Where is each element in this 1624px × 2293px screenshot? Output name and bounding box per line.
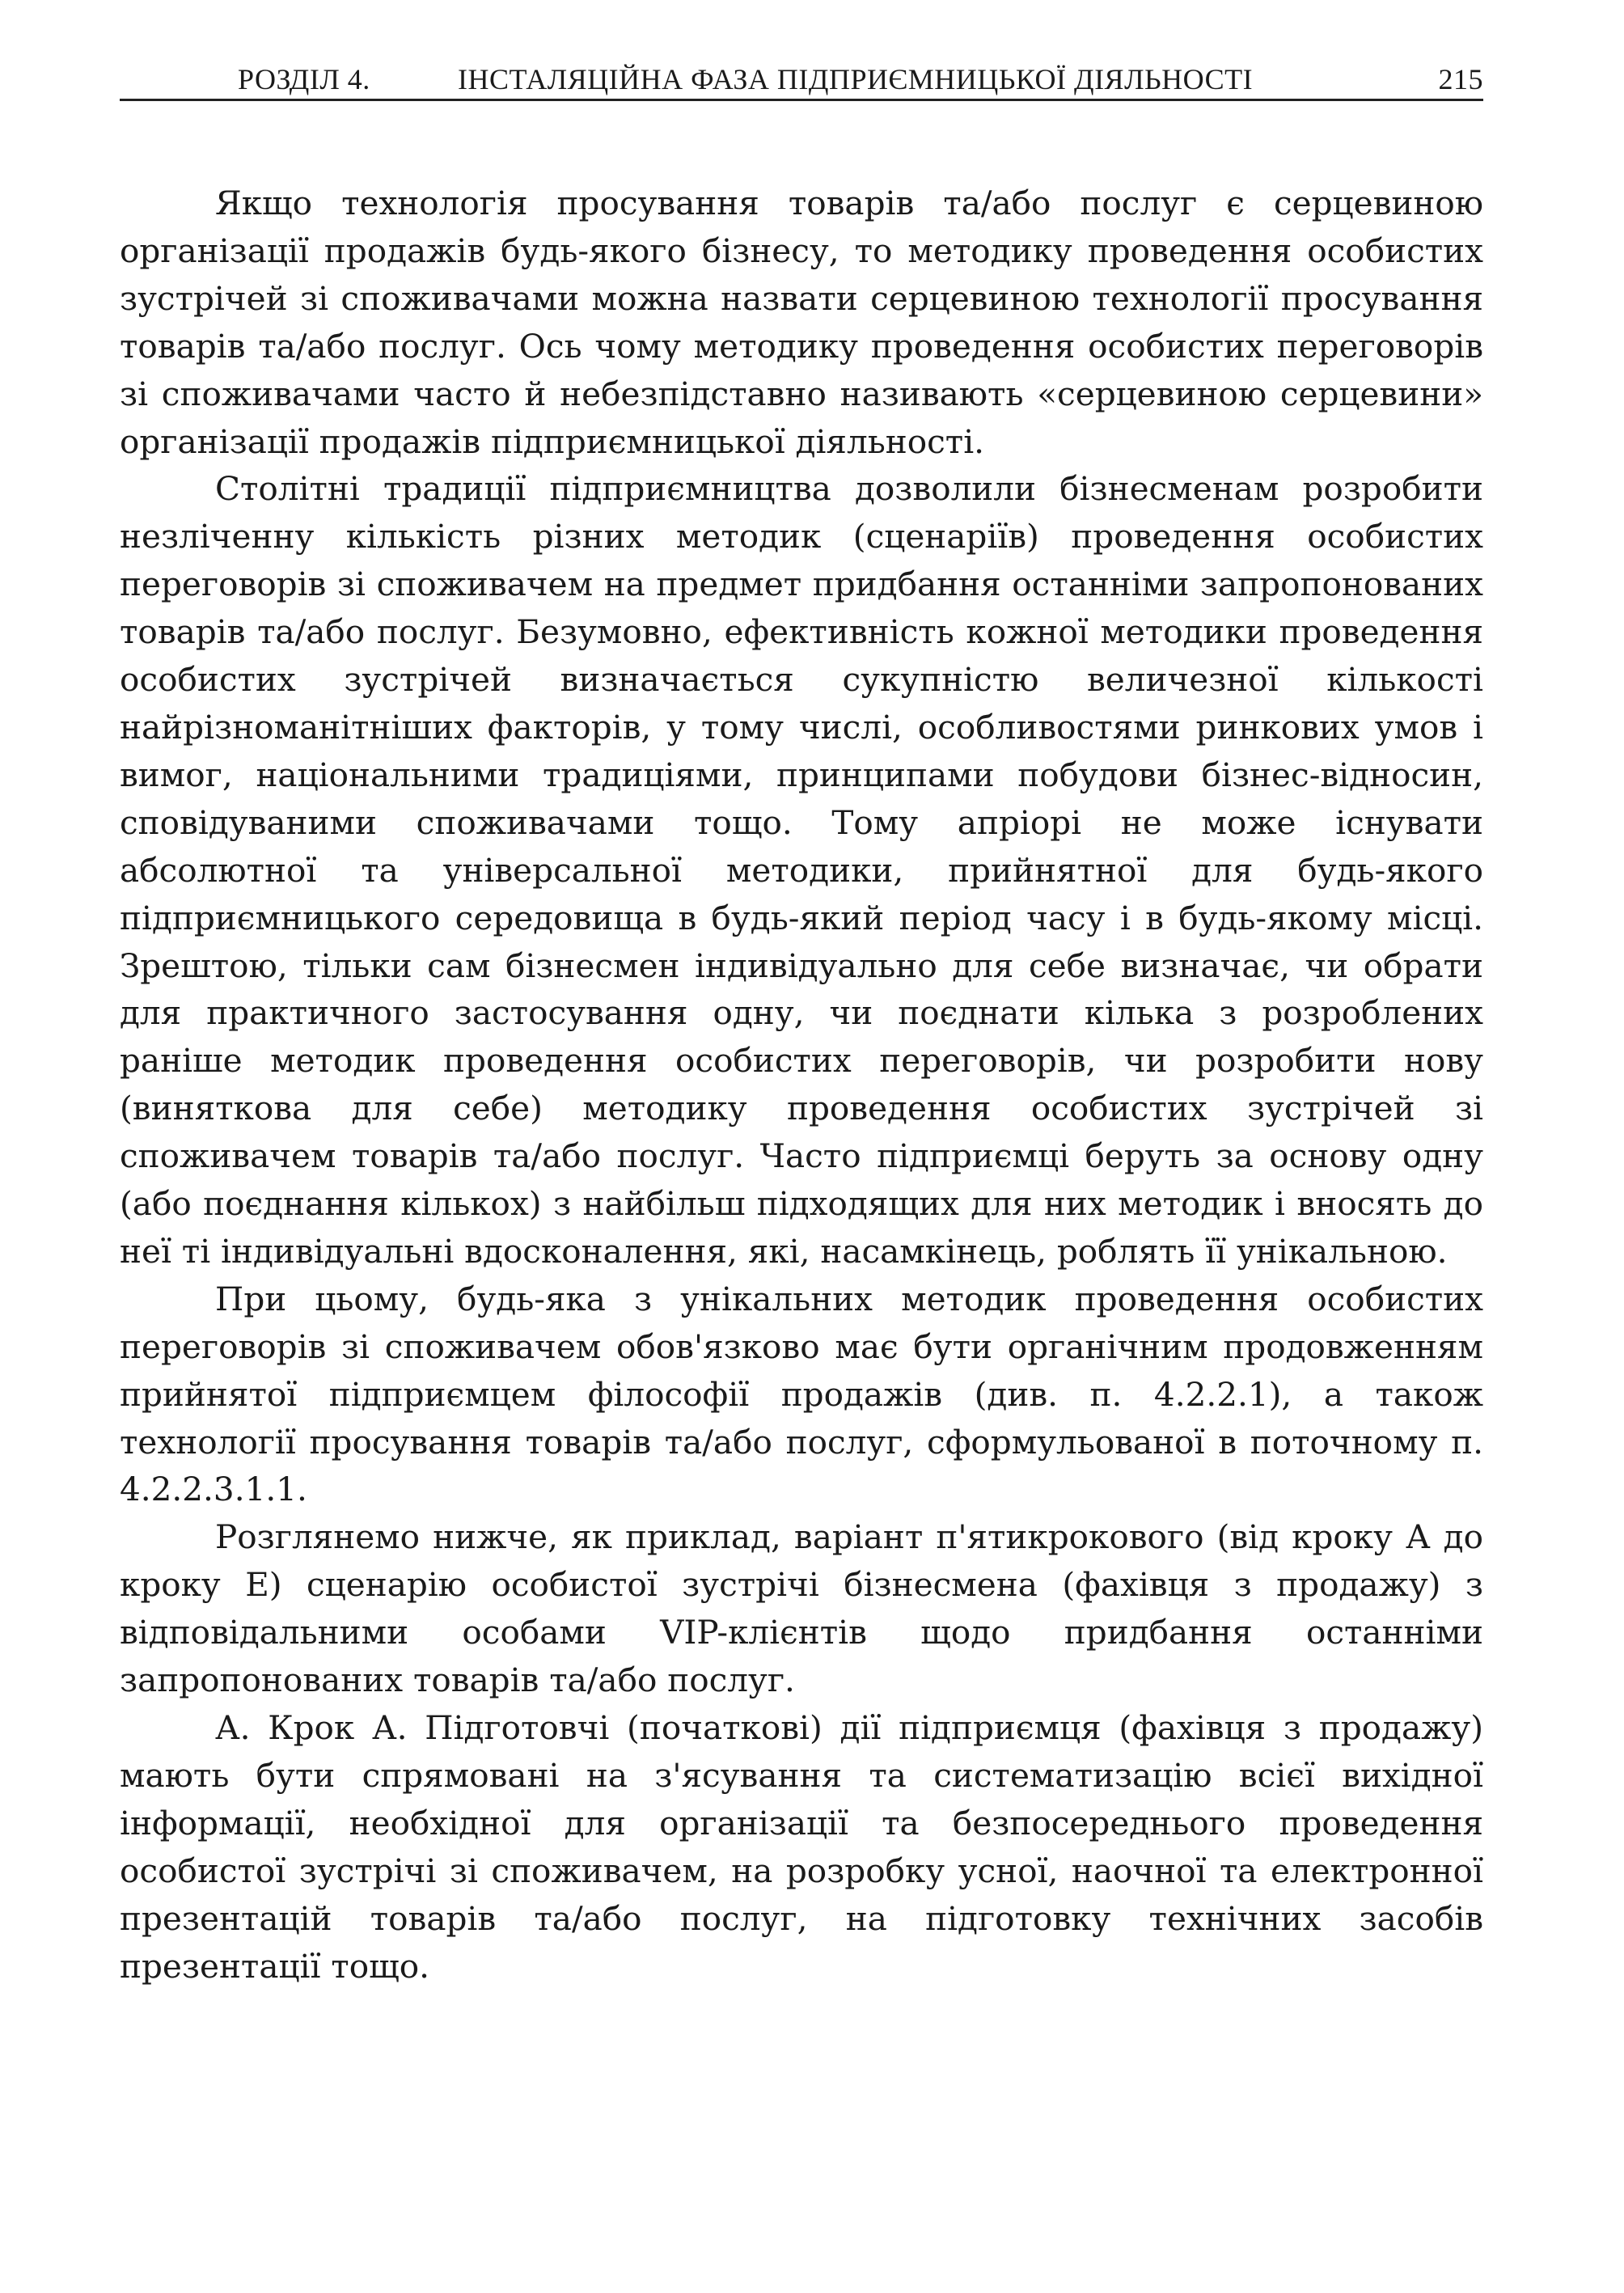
- paragraph-1: Якщо технологія просування товарів та/або послуг є серцевиною організації продажів будь-якого бізнесу, то методику проведення особистих зустрічей зі споживачами можна назвати серцевиною технології просування товарів та/або послуг. Ось чому методику проведення особистих переговорів зі споживачами часто й небезпідставно називають «серцевиною серцевини» організації продажів підприємницької діяльності.: [120, 184, 1483, 461]
- running-header: [120, 63, 1483, 101]
- book-page: [120, 0, 1483, 2293]
- page-number: 215: [1438, 63, 1483, 95]
- paragraph-5: А. Крок А. Підготовчі (початкові) дії підприємця (фахівця з продажу) мають бути спрямовані на з'ясування та систематизацію всієї вихідної інформації, необхідної для організації та безпосереднього проведення особистої зустрічі зі споживачем, на розробку усної, наочної та електронної презентацій товарів та/або послуг, на підготовку технічних засобів презентації тощо.: [120, 1708, 1483, 1986]
- paragraph-4: Розглянемо нижче, як приклад, варіант п'ятикрокового (від кроку А до кроку Е) сценарію особистої зустрічі бізнесмена (фахівця з продажу) з відповідальними особами VIP-клієнтів щодо придбання останніми запропонованих товарів та/або послуг.: [120, 1517, 1483, 1700]
- header-title: ІНСТАЛЯЦІЙНА ФАЗА ПІДПРИЄМНИЦЬКОЇ ДІЯЛЬНОСТІ: [458, 63, 1254, 95]
- paragraph-3: При цьому, будь-яка з унікальних методик проведення особистих переговорів зі споживачем обов'язково має бути органічним продовженням прийнятої підприємцем філософії продажів (див. п. 4.2.2.1), а також технології просування товарів та/або послуг, сформульованої в поточному п. 4.2.2.3.1.1.: [120, 1279, 1483, 1509]
- paragraph-2: Столітні традиції підприємництва дозволили бізнесменам розробити незліченну кількість різних методик (сценаріїв) проведення особистих переговорів зі споживачем на предмет придбання останніми запропонованих товарів та/або послуг. Безумовно, ефективність кожної методики проведення особистих зустрічей визначається сукупністю величезної кількості найрізноманітніших факторів, у тому числі, особливостями ринкових умов і вимог, національними традиціями, принципами побудови бізнес-відносин, сповідуваними споживачами тощо. Тому апріорі не може існувати абсолютної та універсальної методики, прийнятної для будь-якого підприємницького середовища в будь-який період часу і в будь-якому місці. Зрештою, тільки сам бізнесмен індивідуально для себе визначає, чи обрати для практичного застосування одну, чи поєднати кілька з розроблених раніше методик проведення особистих переговорів, чи розробити нову (виняткова для себе) методику проведення особистих зустрічей зі споживачем товарів та/або послуг. Часто підприємці беруть за основу одну (або поєднання кількох) з найбільш підходящих для них методик і вносять до неї ті індивідуальні вдосконалення, які, насамкінець, роблять її унікальною.: [120, 469, 1483, 1271]
- body-text: [120, 180, 1483, 1990]
- header-chapter: РОЗДІЛ 4.: [238, 63, 370, 95]
